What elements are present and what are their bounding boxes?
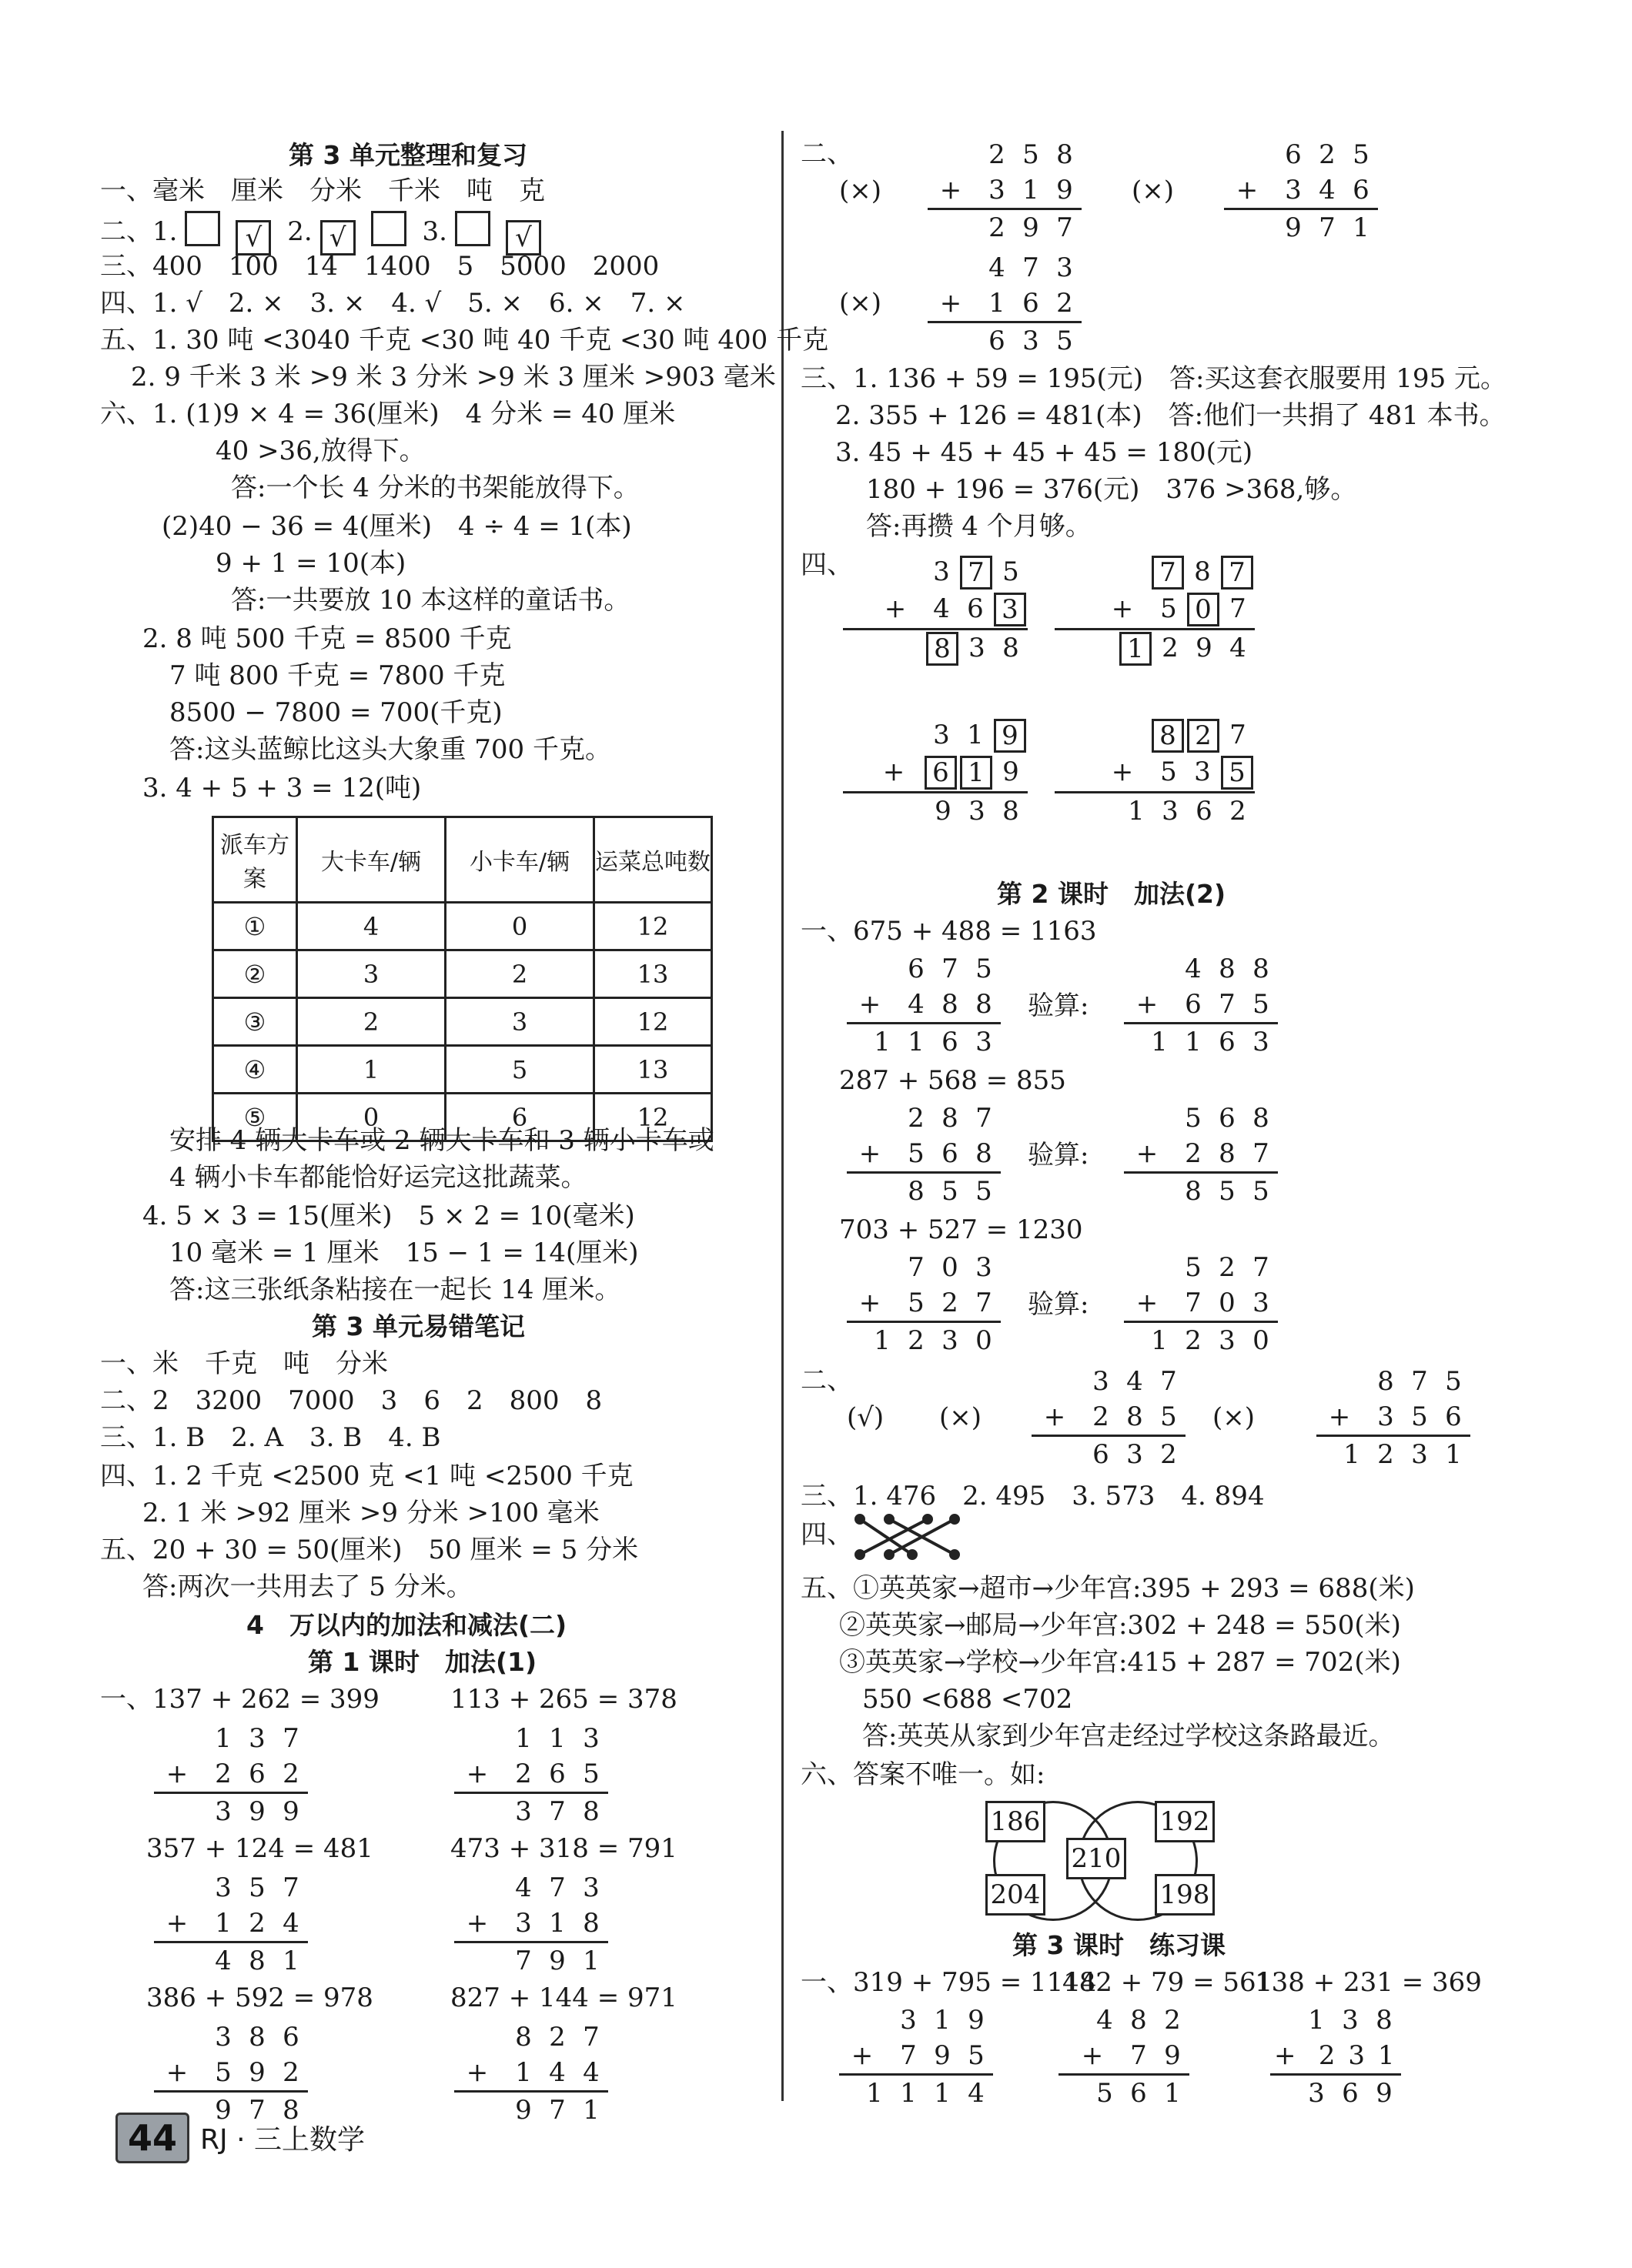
- table-row: ③ 2 3 12: [213, 998, 712, 1046]
- column-divider: [781, 131, 784, 2101]
- vertical-addition: 4 7 3 + 3 1 8 7 9 1: [454, 1870, 608, 1979]
- table-header: 派车方案: [213, 817, 297, 903]
- vertical-addition: 4 7 3 + 1 6 2 6 3 5: [928, 250, 1082, 359]
- vertical-addition: 8 2 7 + 1 4 4 9 7 1: [454, 2019, 608, 2128]
- vertical-addition: 3 1 9 + 7 9 5 1 1 1 4: [839, 2002, 993, 2111]
- vertical-addition: 4 8 8 + 6 7 5 1 1 6 3: [1124, 951, 1278, 1060]
- vertical-addition: 4 8 2 + 7 9 5 6 1: [1058, 2002, 1189, 2111]
- review-q6-line: 7 吨 800 千克 = 7800 千克: [169, 660, 506, 691]
- vertical-addition: 1 3 8 + 2 3 1 3 6 9: [1270, 2002, 1401, 2111]
- mark: (√): [847, 1402, 885, 1433]
- table-header: 小卡车/辆: [446, 817, 594, 903]
- lesson-2-title: 第 2 课时 加法(2): [997, 879, 1226, 909]
- checkbox: √: [506, 220, 541, 256]
- equation: 357 + 124 = 481: [146, 1833, 373, 1864]
- review-q6-4: 4. 5 × 3 = 15(厘米) 5 × 2 = 10(毫米): [142, 1201, 635, 1231]
- mistakes-line: 2. 1 米 >92 厘米 >9 分米 >100 毫米: [142, 1498, 600, 1528]
- equation: 482 + 79 = 561: [1062, 1967, 1273, 1998]
- equation: 703 + 527 = 1230: [839, 1214, 1083, 1245]
- section-label: 四、: [801, 1519, 853, 1550]
- mark: (×): [1212, 1402, 1256, 1433]
- table-row: ① 4 0 12: [213, 903, 712, 950]
- checkbox: [371, 211, 406, 246]
- review-q6-line: 8500 − 7800 = 700(千克): [169, 697, 503, 728]
- review-q6-line: 2. 8 吨 500 千克 = 8500 千克: [142, 623, 512, 654]
- review-q6-line: (2)40 − 36 = 4(厘米) 4 ÷ 4 = 1(本): [162, 511, 632, 542]
- mistakes-line: 四、1. 2 千克 <2500 克 <1 吨 <2500 千克: [100, 1461, 634, 1491]
- vertical-addition: 3 8 6 + 5 9 2 9 7 8: [154, 2019, 308, 2128]
- lesson-3-title: 第 3 课时 练习课: [1012, 1930, 1226, 1960]
- review-title: 第 3 单元整理和复习: [289, 140, 527, 170]
- review-q6-4: 答:这三张纸条粘接在一起长 14 厘米。: [169, 1274, 621, 1305]
- mark: (×): [939, 1402, 982, 1433]
- truck-table: [212, 816, 713, 1142]
- table-conclusion: 4 辆小卡车都能恰好运完这批蔬菜。: [169, 1162, 587, 1193]
- table-header: 运菜总吨数: [594, 817, 712, 903]
- vertical-addition-puzzle: 8 2 7 + 5 3 5 1 3 6 2: [1055, 717, 1255, 829]
- review-q6-line: 答:这头蓝鲸比这头大象重 700 千克。: [169, 734, 611, 765]
- section-label: 四、: [801, 549, 853, 580]
- footer-text: RJ · 三上数学: [200, 2124, 365, 2156]
- equation: 473 + 318 = 791: [450, 1833, 677, 1864]
- word-problem: 答:再攒 4 个月够。: [866, 511, 1092, 542]
- equation: 138 + 231 = 369: [1255, 1967, 1482, 1998]
- word-problem: 3. 45 + 45 + 45 + 45 = 180(元): [835, 437, 1253, 468]
- review-q1: 一、毫米 厘米 分米 千米 吨 克: [100, 175, 545, 206]
- vertical-addition: 2 5 8 + 3 1 9 2 9 7: [928, 137, 1082, 246]
- number-box: 198: [1155, 1874, 1215, 1916]
- check-label: 验算:: [1028, 1140, 1089, 1171]
- number-box: 192: [1155, 1801, 1215, 1842]
- checkbox: [455, 211, 490, 246]
- word-problem: 三、1. 136 + 59 = 195(元) 答:买这套衣服要用 195 元。: [801, 363, 1507, 394]
- review-q6-line: 9 + 1 = 10(本): [216, 548, 406, 579]
- equation: 287 + 568 = 855: [839, 1065, 1066, 1096]
- section-label: 二、: [801, 139, 853, 169]
- route-line: ③英英家→学校→少年宫:415 + 287 = 702(米): [839, 1647, 1401, 1678]
- mistakes-line: 五、20 + 30 = 50(厘米) 50 厘米 = 5 分米: [100, 1535, 639, 1565]
- checkbox: [185, 211, 220, 246]
- mistakes-line: 二、2 3200 7000 3 6 2 800 8: [100, 1385, 603, 1416]
- mistakes-line: 答:两次一共用去了 5 分米。: [142, 1572, 473, 1602]
- number-box: 210: [1066, 1838, 1126, 1879]
- mark: (×): [839, 288, 882, 319]
- check-label: 验算:: [1028, 1289, 1089, 1320]
- section-label: 二、: [801, 1365, 853, 1396]
- table-conclusion: 安排 4 辆大卡车或 2 辆大卡车和 3 辆小卡车或: [169, 1125, 714, 1156]
- review-q2: 二、1. √ 2. √ 3. √: [100, 211, 549, 256]
- route-line: ②英英家→邮局→少年宫:302 + 248 = 550(米): [839, 1610, 1401, 1641]
- section-label: 六、答案不唯一。如:: [801, 1759, 1045, 1790]
- answers-line: 三、1. 476 2. 495 3. 573 4. 894: [801, 1481, 1265, 1511]
- route-line: 五、①英英家→超市→少年宫:395 + 293 = 688(米): [801, 1573, 1415, 1604]
- vertical-addition: 6 7 5 + 4 8 8 1 1 6 3: [847, 951, 1001, 1060]
- matching-lines-diagram: [851, 1510, 966, 1564]
- checkbox: √: [320, 220, 356, 256]
- mistakes-title: 第 3 单元易错笔记: [312, 1311, 525, 1341]
- mistakes-line: 三、1. B 2. A 3. B 4. B: [100, 1422, 441, 1453]
- review-q5-1: 五、1. 30 吨 <3040 千克 <30 吨 40 千克 <30 吨 400 千克: [100, 325, 829, 356]
- route-line: 550 <688 <702: [862, 1684, 1073, 1715]
- vertical-addition: 2 8 7 + 5 6 8 8 5 5: [847, 1101, 1001, 1209]
- table-row: ④ 1 5 13: [213, 1046, 712, 1094]
- equation: 113 + 265 = 378: [450, 1684, 677, 1715]
- table-row: ② 3 2 13: [213, 950, 712, 998]
- vertical-addition-puzzle: 7 8 7 + 5 0 7 1 2 9 4: [1055, 554, 1255, 667]
- vertical-addition: 6 2 5 + 3 4 6 9 7 1: [1224, 137, 1378, 246]
- word-problem: 2. 355 + 126 = 481(本) 答:他们一共捐了 481 本书。: [835, 400, 1506, 431]
- check-label: 验算:: [1028, 990, 1089, 1021]
- checkbox: √: [236, 220, 271, 256]
- equation: 386 + 592 = 978: [146, 1982, 373, 2013]
- equation: 827 + 144 = 971: [450, 1982, 677, 2013]
- review-q6-line: 六、1. (1)9 × 4 = 36(厘米) 4 分米 = 40 厘米: [100, 399, 676, 429]
- equation: 一、137 + 262 = 399: [100, 1684, 380, 1715]
- table-header: 大卡车/辆: [297, 817, 446, 903]
- page-number: 44: [115, 2113, 189, 2163]
- number-box: 186: [985, 1801, 1045, 1842]
- vertical-addition: 7 0 3 + 5 2 7 1 2 3 0: [847, 1250, 1001, 1358]
- review-q3: 三、400 100 14 1400 5 5000 2000: [100, 251, 660, 282]
- vertical-addition: 1 3 7 + 2 6 2 3 9 9: [154, 1721, 308, 1829]
- vertical-addition: 3 4 7 + 2 8 5 6 3 2: [1032, 1364, 1186, 1472]
- vertical-addition: 1 1 3 + 2 6 5 3 7 8: [454, 1721, 608, 1829]
- chapter-title: 4 万以内的加法和减法(二): [246, 1610, 567, 1640]
- review-q6-line: 答:一个长 4 分米的书架能放得下。: [231, 473, 640, 503]
- mistakes-line: 一、米 千克 吨 分米: [100, 1348, 388, 1379]
- vertical-addition-puzzle: 3 7 5 + 4 6 3 8 3 8: [843, 554, 1028, 667]
- vertical-addition-puzzle: 3 1 9 + 6 1 9 9 3 8: [843, 717, 1028, 829]
- review-q6-line: 3. 4 + 5 + 3 = 12(吨): [142, 773, 422, 803]
- mark: (×): [1132, 175, 1175, 206]
- equation: 一、319 + 795 = 1114: [801, 1967, 1097, 1998]
- review-q6-line: 40 >36,放得下。: [216, 436, 426, 466]
- equation: 一、675 + 488 = 1163: [801, 916, 1097, 947]
- vertical-addition: 3 5 7 + 1 2 4 4 8 1: [154, 1870, 308, 1979]
- table-row: ⑤ 0 6 12: [213, 1094, 712, 1141]
- review-q5-2: 2. 9 千米 3 米 >9 米 3 分米 >9 米 3 厘米 >903 毫米: [131, 362, 776, 392]
- number-box: 204: [985, 1874, 1045, 1916]
- review-q6-4: 10 毫米 = 1 厘米 15 − 1 = 14(厘米): [169, 1238, 639, 1268]
- vertical-addition: 5 2 7 + 7 0 3 1 2 3 0: [1124, 1250, 1278, 1358]
- lesson-1-title: 第 1 课时 加法(1): [308, 1647, 537, 1677]
- mark: (×): [839, 175, 882, 206]
- review-q4: 四、1. √ 2. × 3. × 4. √ 5. × 6. × 7. ×: [100, 288, 686, 319]
- word-problem: 180 + 196 = 376(元) 376 >368,够。: [866, 474, 1357, 505]
- review-q6-line: 答:一共要放 10 本这样的童话书。: [231, 585, 630, 616]
- vertical-addition: 8 7 5 + 3 5 6 1 2 3 1: [1316, 1364, 1470, 1472]
- vertical-addition: 5 6 8 + 2 8 7 8 5 5: [1124, 1101, 1278, 1209]
- route-line: 答:英英从家到少年宫走经过学校这条路最近。: [862, 1721, 1395, 1752]
